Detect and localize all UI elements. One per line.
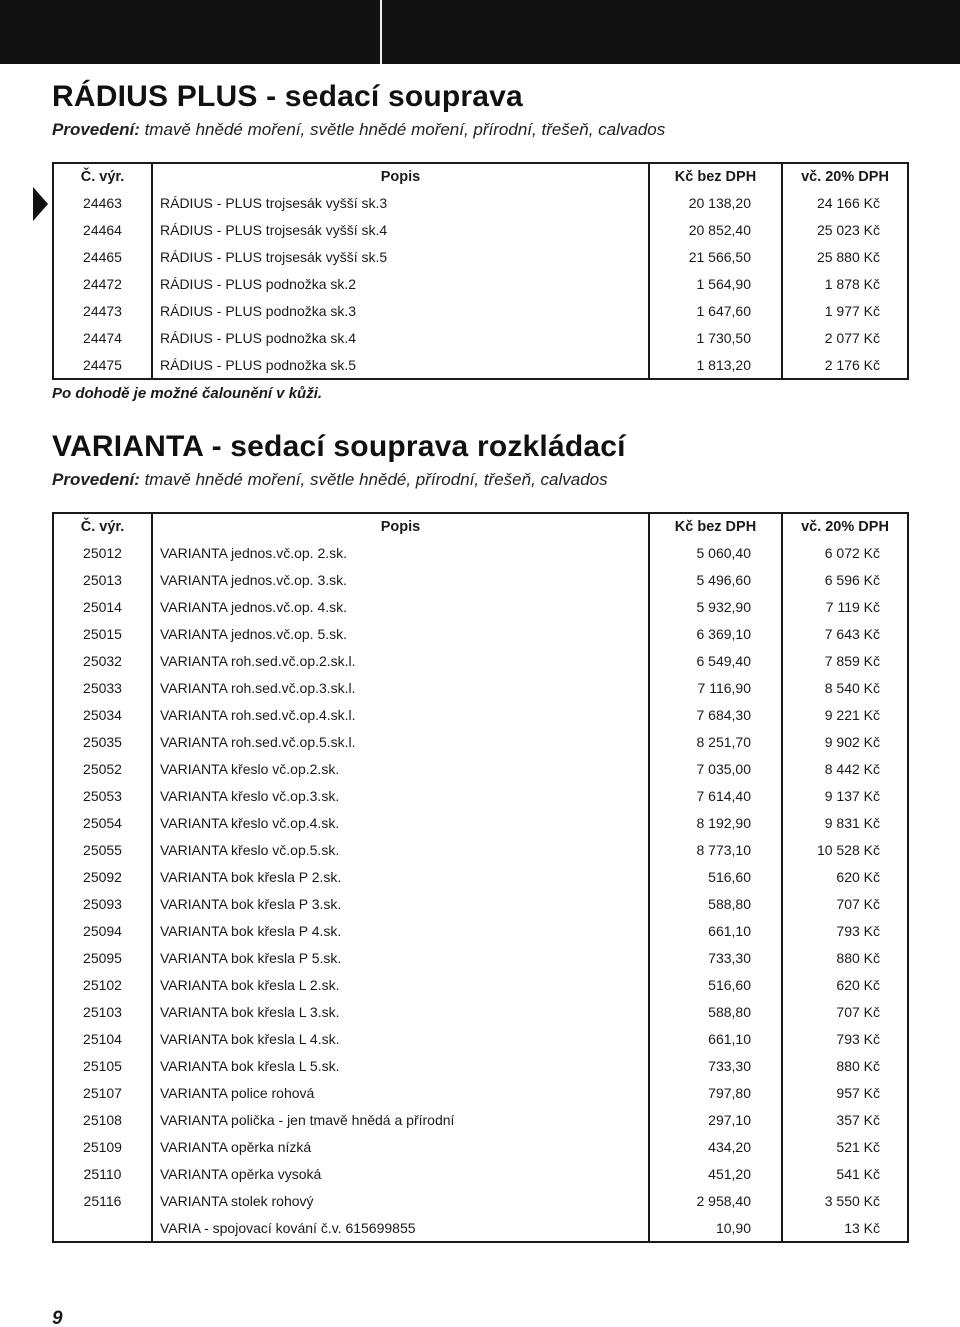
table-row [53,837,908,864]
cell-price-net: 661,10 [649,918,782,945]
cell-description: VARIANTA police rohová [152,1080,649,1107]
cell-description: VARIANTA bok křesla P 3.sk. [152,891,649,918]
cell-description: VARIANTA křeslo vč.op.5.sk. [152,837,649,864]
table-row [53,1026,908,1053]
cell-price-gross: 10 528 Kč [782,837,908,864]
cell-price-gross: 6 596 Kč [782,567,908,594]
cell-price-net: 297,10 [649,1107,782,1134]
column-header-code: Č. výr. [53,163,152,190]
table-row [53,999,908,1026]
cell-description: VARIANTA bok křesla L 3.sk. [152,999,649,1026]
cell-code: 25093 [53,891,152,918]
cell-price-gross: 8 442 Kč [782,756,908,783]
cell-description: VARIANTA polička - jen tmavě hnědá a přírodní [152,1107,649,1134]
cell-code: 25110 [53,1161,152,1188]
table-row [53,594,908,621]
table-row [53,244,908,271]
cell-price-net: 2 958,40 [649,1188,782,1215]
cell-code: 24463 [53,190,152,217]
cell-code: 25108 [53,1107,152,1134]
column-header-price-net: Kč bez DPH [649,513,782,540]
cell-description: RÁDIUS - PLUS trojsesák vyšší sk.5 [152,244,649,271]
header-bar [0,0,960,64]
cell-price-gross: 880 Kč [782,945,908,972]
cell-price-net: 733,30 [649,945,782,972]
cell-description: VARIANTA jednos.vč.op. 5.sk. [152,621,649,648]
cell-code: 25034 [53,702,152,729]
cell-price-net: 1 730,50 [649,325,782,352]
cell-price-gross: 24 166 Kč [782,190,908,217]
cell-code: 25053 [53,783,152,810]
table-row [53,810,908,837]
cell-price-gross: 13 Kč [782,1215,908,1242]
cell-price-net: 21 566,50 [649,244,782,271]
cell-description: RÁDIUS - PLUS podnožka sk.5 [152,352,649,379]
cell-code: 24465 [53,244,152,271]
table-row [53,972,908,999]
cell-description: VARIANTA křeslo vč.op.4.sk. [152,810,649,837]
cell-description: VARIANTA roh.sed.vč.op.5.sk.l. [152,729,649,756]
cell-price-net: 797,80 [649,1080,782,1107]
cell-price-gross: 2 077 Kč [782,325,908,352]
cell-price-net: 661,10 [649,1026,782,1053]
cell-price-net: 20 852,40 [649,217,782,244]
section1-finish [52,120,665,140]
cell-code: 24464 [53,217,152,244]
cell-price-net: 8 251,70 [649,729,782,756]
table-row [53,1053,908,1080]
cell-price-net: 434,20 [649,1134,782,1161]
table-row [53,217,908,244]
table-row [53,325,908,352]
cell-price-net: 8 773,10 [649,837,782,864]
column-header-price-gross: vč. 20% DPH [782,513,908,540]
table-row [53,567,908,594]
table-row [53,621,908,648]
cell-description: VARIANTA křeslo vč.op.2.sk. [152,756,649,783]
cell-description: VARIANTA opěrka nízká [152,1134,649,1161]
section2-title: VARIANTA - sedací souprava rozkládací [52,430,626,463]
cell-code: 25014 [53,594,152,621]
cell-price-gross: 9 831 Kč [782,810,908,837]
cell-code: 25095 [53,945,152,972]
cell-price-gross: 620 Kč [782,864,908,891]
cell-price-net: 7 116,90 [649,675,782,702]
section2-finish [52,470,608,490]
cell-description: VARIANTA opěrka vysoká [152,1161,649,1188]
cell-description: VARIANTA bok křesla P 2.sk. [152,864,649,891]
cell-description: VARIANTA bok křesla L 2.sk. [152,972,649,999]
cell-price-net: 588,80 [649,891,782,918]
table-row [53,675,908,702]
cell-price-net: 8 192,90 [649,810,782,837]
table-row [53,190,908,217]
cell-code: 25032 [53,648,152,675]
cell-price-gross: 7 119 Kč [782,594,908,621]
column-header-description: Popis [152,163,649,190]
cell-price-gross: 9 137 Kč [782,783,908,810]
column-header-description: Popis [152,513,649,540]
table-row [53,702,908,729]
table-row [53,945,908,972]
cell-description: VARIANTA bok křesla L 5.sk. [152,1053,649,1080]
column-header-code: Č. výr. [53,513,152,540]
cell-price-gross: 793 Kč [782,918,908,945]
cell-code: 25107 [53,1080,152,1107]
cell-price-gross: 541 Kč [782,1161,908,1188]
table-header-row [53,163,908,190]
cell-price-gross: 793 Kč [782,1026,908,1053]
cell-price-net: 1 647,60 [649,298,782,325]
cell-price-net: 7 684,30 [649,702,782,729]
table-row [53,918,908,945]
cell-price-net: 20 138,20 [649,190,782,217]
cell-description: VARIANTA jednos.vč.op. 3.sk. [152,567,649,594]
cell-price-net: 10,90 [649,1215,782,1242]
cell-code: 25109 [53,1134,152,1161]
cell-description: VARIANTA jednos.vč.op. 4.sk. [152,594,649,621]
cell-code: 24473 [53,298,152,325]
cell-price-net: 6 369,10 [649,621,782,648]
cell-code: 25012 [53,540,152,567]
cell-code: 25116 [53,1188,152,1215]
section2-finish-label: Provedení: [52,470,140,489]
table-row [53,298,908,325]
table-header-row [53,513,908,540]
cell-code: 25105 [53,1053,152,1080]
cell-description: VARIA - spojovací kování č.v. 615699855 [152,1215,649,1242]
cell-price-gross: 8 540 Kč [782,675,908,702]
table-row [53,648,908,675]
cell-code: 25104 [53,1026,152,1053]
column-header-price-gross: vč. 20% DPH [782,163,908,190]
cell-code: 25103 [53,999,152,1026]
cell-code: 25015 [53,621,152,648]
cell-price-gross: 880 Kč [782,1053,908,1080]
cell-price-net: 588,80 [649,999,782,1026]
column-header-price-net: Kč bez DPH [649,163,782,190]
cell-description: RÁDIUS - PLUS trojsesák vyšší sk.3 [152,190,649,217]
table-row [53,756,908,783]
header-divider [380,0,382,64]
table-row [53,540,908,567]
cell-price-net: 516,60 [649,864,782,891]
cell-description: VARIANTA stolek rohový [152,1188,649,1215]
cell-price-net: 7 035,00 [649,756,782,783]
cell-price-gross: 2 176 Kč [782,352,908,379]
cell-code: 25092 [53,864,152,891]
section1-title: RÁDIUS PLUS - sedací souprava [52,80,523,113]
table-row [53,1080,908,1107]
cell-description: VARIANTA bok křesla P 5.sk. [152,945,649,972]
table-row [53,352,908,379]
cell-description: RÁDIUS - PLUS trojsesák vyšší sk.4 [152,217,649,244]
cell-price-gross: 7 643 Kč [782,621,908,648]
cell-price-gross: 9 221 Kč [782,702,908,729]
cell-price-gross: 357 Kč [782,1107,908,1134]
cell-price-gross: 521 Kč [782,1134,908,1161]
table-row [53,1161,908,1188]
cell-price-net: 5 932,90 [649,594,782,621]
cell-price-gross: 25 880 Kč [782,244,908,271]
table-row [53,1188,908,1215]
cell-price-gross: 707 Kč [782,891,908,918]
cell-price-gross: 3 550 Kč [782,1188,908,1215]
section1-finish-label: Provedení: [52,120,140,139]
cell-description: VARIANTA bok křesla P 4.sk. [152,918,649,945]
cell-description: VARIANTA roh.sed.vč.op.2.sk.l. [152,648,649,675]
section2-price-table [52,512,909,1243]
cell-description: VARIANTA bok křesla L 4.sk. [152,1026,649,1053]
leather-upholstery-note: Po dohodě je možné čalounění v kůži. [52,385,323,402]
cell-code [53,1215,152,1242]
cell-code: 25094 [53,918,152,945]
table-row [53,1134,908,1161]
cell-price-net: 451,20 [649,1161,782,1188]
cell-price-net: 6 549,40 [649,648,782,675]
cell-code: 25055 [53,837,152,864]
cell-price-gross: 7 859 Kč [782,648,908,675]
cell-price-net: 5 060,40 [649,540,782,567]
table-row [53,271,908,298]
cell-price-gross: 957 Kč [782,1080,908,1107]
cell-price-gross: 707 Kč [782,999,908,1026]
cell-price-gross: 620 Kč [782,972,908,999]
cell-description: RÁDIUS - PLUS podnožka sk.4 [152,325,649,352]
cell-price-net: 5 496,60 [649,567,782,594]
section2-finish-value: tmavě hnědé moření, světle hnědé, přírodní, třešeň, calvados [139,470,608,489]
cell-price-net: 1 813,20 [649,352,782,379]
cell-description: VARIANTA roh.sed.vč.op.4.sk.l. [152,702,649,729]
cell-code: 25033 [53,675,152,702]
cell-price-net: 1 564,90 [649,271,782,298]
cell-code: 24474 [53,325,152,352]
page-marker-triangle-icon [33,187,48,221]
cell-code: 25052 [53,756,152,783]
table-row [53,1107,908,1134]
cell-description: VARIANTA jednos.vč.op. 2.sk. [152,540,649,567]
cell-price-net: 733,30 [649,1053,782,1080]
page-number: 9 [52,1308,63,1327]
section1-price-table [52,162,909,380]
cell-price-gross: 25 023 Kč [782,217,908,244]
cell-price-gross: 6 072 Kč [782,540,908,567]
table-row [53,1215,908,1242]
cell-price-gross: 9 902 Kč [782,729,908,756]
cell-price-net: 7 614,40 [649,783,782,810]
cell-description: VARIANTA roh.sed.vč.op.3.sk.l. [152,675,649,702]
cell-code: 24472 [53,271,152,298]
cell-code: 25013 [53,567,152,594]
table-row [53,729,908,756]
table-row [53,891,908,918]
cell-code: 25035 [53,729,152,756]
cell-code: 25102 [53,972,152,999]
cell-code: 25054 [53,810,152,837]
cell-description: RÁDIUS - PLUS podnožka sk.3 [152,298,649,325]
cell-price-gross: 1 878 Kč [782,271,908,298]
cell-code: 24475 [53,352,152,379]
section1-finish-value: tmavě hnědé moření, světle hnědé moření, přírodní, třešeň, calvados [139,120,666,139]
table-row [53,783,908,810]
cell-description: RÁDIUS - PLUS podnožka sk.2 [152,271,649,298]
table-row [53,864,908,891]
cell-price-gross: 1 977 Kč [782,298,908,325]
cell-price-net: 516,60 [649,972,782,999]
cell-description: VARIANTA křeslo vč.op.3.sk. [152,783,649,810]
